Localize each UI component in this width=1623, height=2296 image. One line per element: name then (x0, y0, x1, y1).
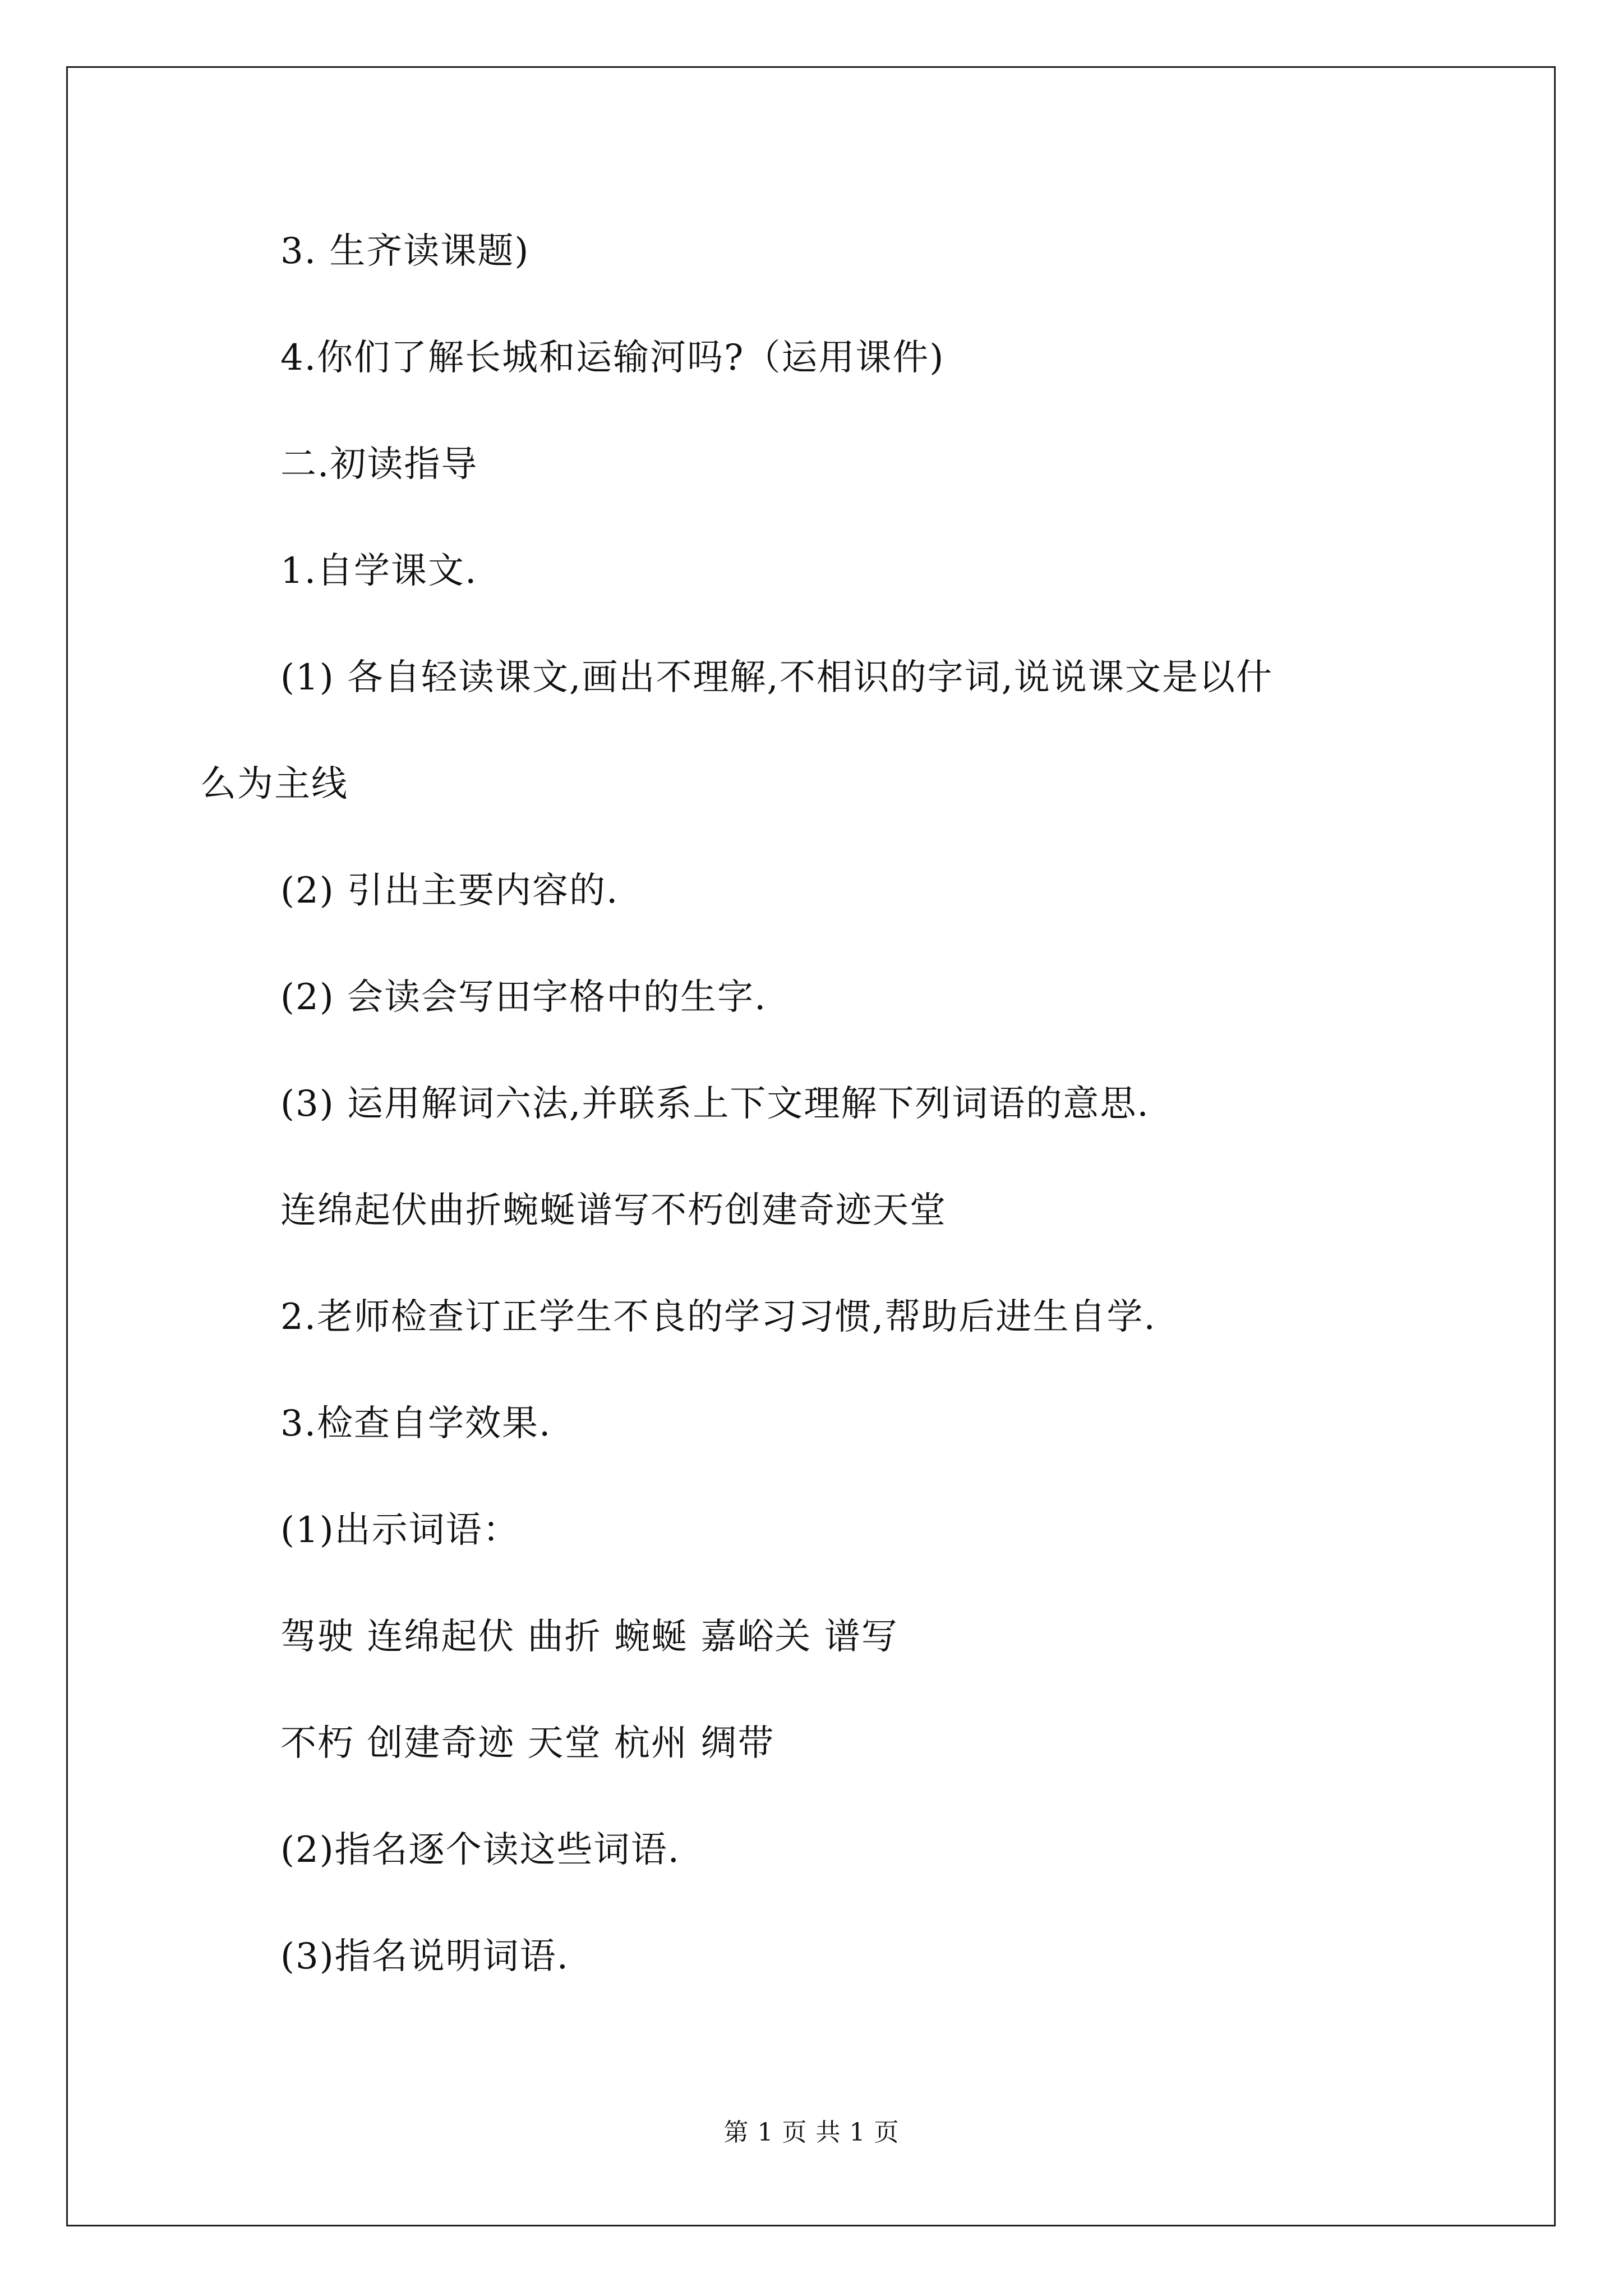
text-line-7: (2) 引出主要内容的. (280, 870, 619, 912)
text-line-17: (3)指名说明词语. (280, 1936, 569, 1977)
text-line-11: 2.老师检查订正学生不良的学习习惯,帮助后进生自学. (280, 1296, 1156, 1338)
text-line-12: 3.检查自学效果. (280, 1403, 552, 1444)
text-line-14: 驾驶 连绵起伏 曲折 蜿蜒 嘉峪关 谱写 (280, 1616, 898, 1658)
text-line-16: (2)指名逐个读这些词语. (280, 1829, 680, 1871)
text-line-13: (1)出示词语： (280, 1510, 520, 1551)
text-line-2: 4.你们了解长城和运输河吗?（运用课件) (280, 337, 945, 379)
text-line-8: (2) 会读会写田字格中的生字. (280, 977, 767, 1018)
text-line-1: 3. 生齐读课题) (280, 231, 530, 272)
text-line-15: 不朽 创建奇迹 天堂 杭州 绸带 (280, 1723, 775, 1764)
text-line-4: 1.自学课文. (280, 550, 478, 592)
text-line-9: (3) 运用解词六法,并联系上下文理解下列词语的意思. (280, 1083, 1150, 1125)
text-line-3: 二.初读指导 (280, 444, 478, 485)
text-line-10: 连绵起伏曲折蜿蜒谱写不朽创建奇迹天堂 (280, 1190, 947, 1231)
text-line-6: 么为主线 (200, 763, 348, 805)
page-number-footer: 第 1 页 共 1 页 (723, 2118, 900, 2147)
page-border (66, 66, 1556, 2226)
text-line-5: (1) 各自轻读课文,画出不理解,不相识的字词,说说课文是以什 (280, 657, 1274, 698)
